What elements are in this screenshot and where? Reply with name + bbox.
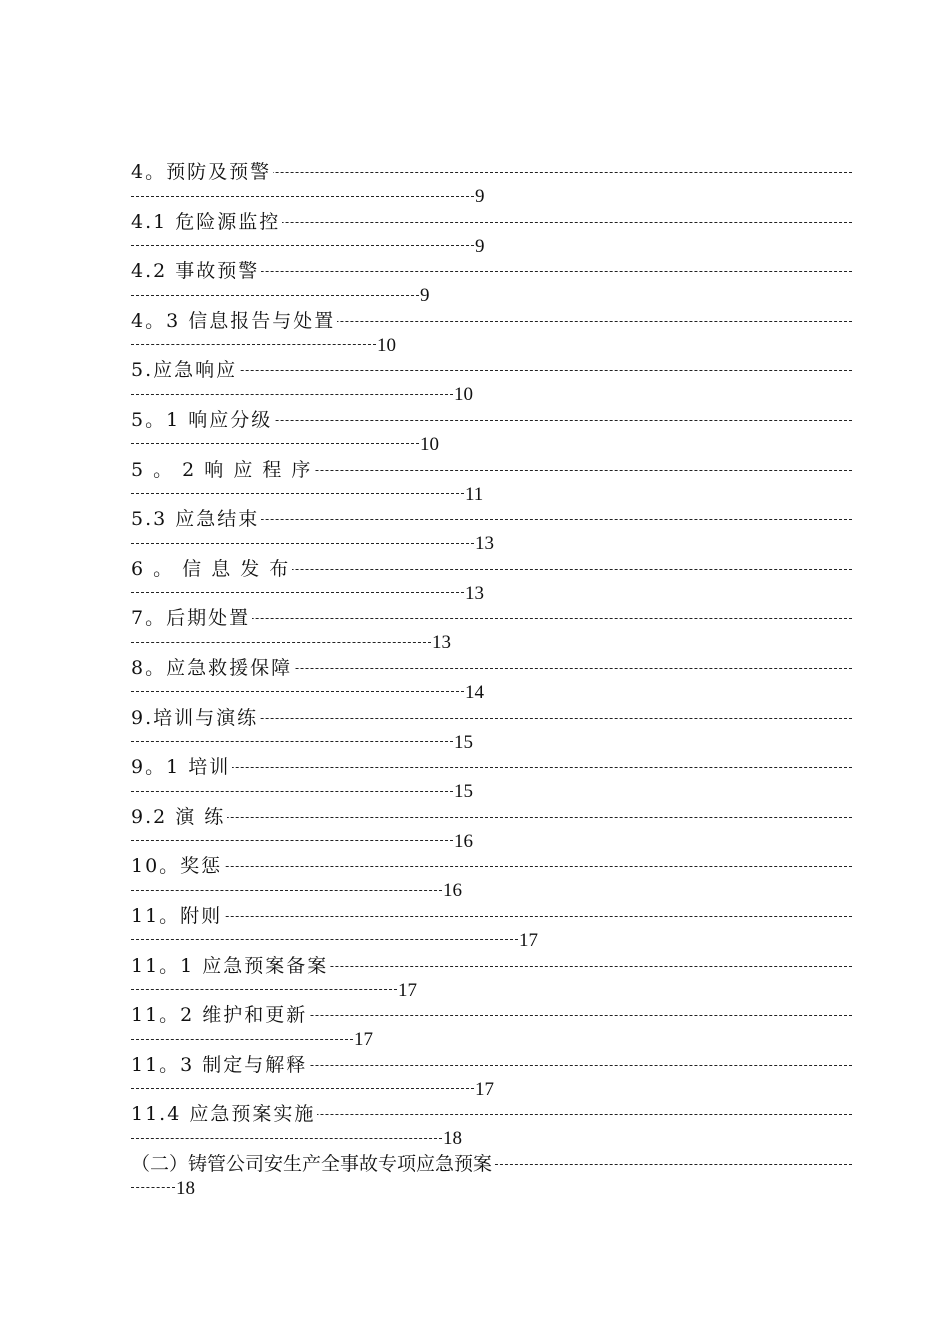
toc-entry bbox=[131, 406, 852, 456]
leader-dashes bbox=[131, 817, 852, 818]
leader-dashes bbox=[131, 592, 464, 593]
toc-entry-title: 11。2 维护和更新 bbox=[131, 1004, 308, 1027]
toc-entry bbox=[131, 753, 852, 803]
toc-entry bbox=[131, 704, 852, 754]
leader-dashes bbox=[131, 840, 453, 841]
toc-page-number: 17 bbox=[475, 1078, 494, 1100]
toc-entry-title: （二）铸管公司安生产全事故专项应急预案 bbox=[131, 1152, 493, 1175]
leader-dashes bbox=[131, 295, 419, 296]
toc-page-number: 11 bbox=[465, 483, 484, 505]
toc-entry-title: 4。3 信息报告与处置 bbox=[131, 309, 336, 332]
toc-entry-title: 8。应急救援保障 bbox=[131, 656, 293, 679]
leader-dashes bbox=[131, 1039, 353, 1040]
toc-entry bbox=[131, 555, 852, 605]
toc-page-number: 10 bbox=[377, 334, 396, 356]
leader-dashes bbox=[131, 939, 518, 940]
toc-page-number: 13 bbox=[432, 632, 451, 654]
toc-page-number: 17 bbox=[398, 979, 417, 1001]
leader-dashes bbox=[131, 691, 464, 692]
leader-dashes bbox=[131, 866, 852, 867]
toc-entry-title: 11。3 制定与解释 bbox=[131, 1053, 308, 1076]
toc-entry-title: 5.3 应急结束 bbox=[131, 508, 260, 531]
toc-entry bbox=[131, 1150, 852, 1200]
toc-entry bbox=[131, 852, 852, 902]
toc-entry-title: 5。1 响应分级 bbox=[131, 408, 273, 431]
toc-page-number: 15 bbox=[454, 731, 473, 753]
toc-entry-title: 10。奖惩 bbox=[131, 855, 223, 878]
leader-dashes bbox=[131, 989, 397, 990]
toc-page-number: 16 bbox=[443, 880, 462, 902]
toc-entry-title: 4.1 危险源监控 bbox=[131, 210, 281, 233]
toc-page-number: 17 bbox=[519, 929, 538, 951]
toc-entry bbox=[131, 1051, 852, 1101]
toc-entry bbox=[131, 1001, 852, 1051]
toc-entry-title: 4.2 事故预警 bbox=[131, 260, 260, 283]
toc-entry-title: 9.2 演 练 bbox=[131, 805, 226, 828]
toc-entry-title: 6 。 信 息 发 布 bbox=[131, 557, 291, 580]
leader-dashes bbox=[131, 493, 464, 494]
toc-entry bbox=[131, 307, 852, 357]
table-of-contents bbox=[131, 158, 852, 1199]
toc-page-number: 9 bbox=[475, 186, 485, 207]
toc-entry-title: 5.应急响应 bbox=[131, 359, 238, 382]
leader-dashes bbox=[131, 394, 453, 395]
toc-entry-title: 5 。 2 响 应 程 序 bbox=[131, 458, 313, 481]
toc-page-number: 14 bbox=[465, 681, 484, 703]
toc-page-number: 9 bbox=[420, 285, 430, 307]
toc-entry bbox=[131, 208, 852, 258]
toc-entry bbox=[131, 654, 852, 704]
leader-dashes bbox=[131, 370, 852, 371]
toc-page-number: 16 bbox=[454, 830, 473, 852]
toc-entry-title: 9。1 培训 bbox=[131, 756, 231, 779]
leader-dashes bbox=[131, 344, 376, 345]
leader-dashes bbox=[131, 767, 852, 768]
leader-dashes bbox=[131, 443, 419, 444]
toc-entry-title: 11.4 应急预案实施 bbox=[131, 1103, 316, 1126]
toc-entry bbox=[131, 456, 852, 506]
toc-entry bbox=[131, 604, 852, 654]
toc-page-number: 10 bbox=[420, 433, 439, 455]
leader-dashes bbox=[131, 916, 852, 917]
leader-dashes bbox=[131, 196, 474, 197]
toc-entry-title: 9.培训与演练 bbox=[131, 706, 259, 729]
toc-entry bbox=[131, 1100, 852, 1150]
toc-entry-title: 11。1 应急预案备案 bbox=[131, 954, 329, 977]
leader-dashes bbox=[131, 642, 431, 643]
toc-page-number: 15 bbox=[454, 781, 473, 803]
toc-entry bbox=[131, 505, 852, 555]
toc-page-number: 17 bbox=[354, 1029, 373, 1051]
toc-entry bbox=[131, 902, 852, 952]
toc-entry bbox=[131, 356, 852, 406]
toc-entry bbox=[131, 257, 852, 307]
toc-page-number: 13 bbox=[475, 533, 494, 555]
toc-entry bbox=[131, 158, 852, 208]
toc-entry bbox=[131, 803, 852, 853]
toc-page-number: 10 bbox=[454, 384, 473, 406]
toc-page-number: 18 bbox=[176, 1177, 195, 1199]
leader-dashes bbox=[131, 890, 442, 891]
toc-entry bbox=[131, 952, 852, 1002]
toc-entry-title: 7。后期处置 bbox=[131, 607, 251, 630]
leader-dashes bbox=[131, 1138, 442, 1139]
leader-dashes bbox=[131, 741, 453, 742]
leader-dashes bbox=[131, 791, 453, 792]
leader-dashes bbox=[131, 1088, 474, 1089]
toc-page-number: 13 bbox=[465, 582, 484, 604]
toc-entry-title: 11。附则 bbox=[131, 904, 223, 927]
leader-dashes bbox=[131, 543, 474, 544]
leader-dashes bbox=[131, 1187, 175, 1188]
toc-entry-title: 4。预防及预警 bbox=[131, 161, 272, 183]
leader-dashes bbox=[131, 245, 474, 246]
toc-page-number: 9 bbox=[475, 235, 485, 257]
toc-page-number: 18 bbox=[443, 1128, 462, 1150]
